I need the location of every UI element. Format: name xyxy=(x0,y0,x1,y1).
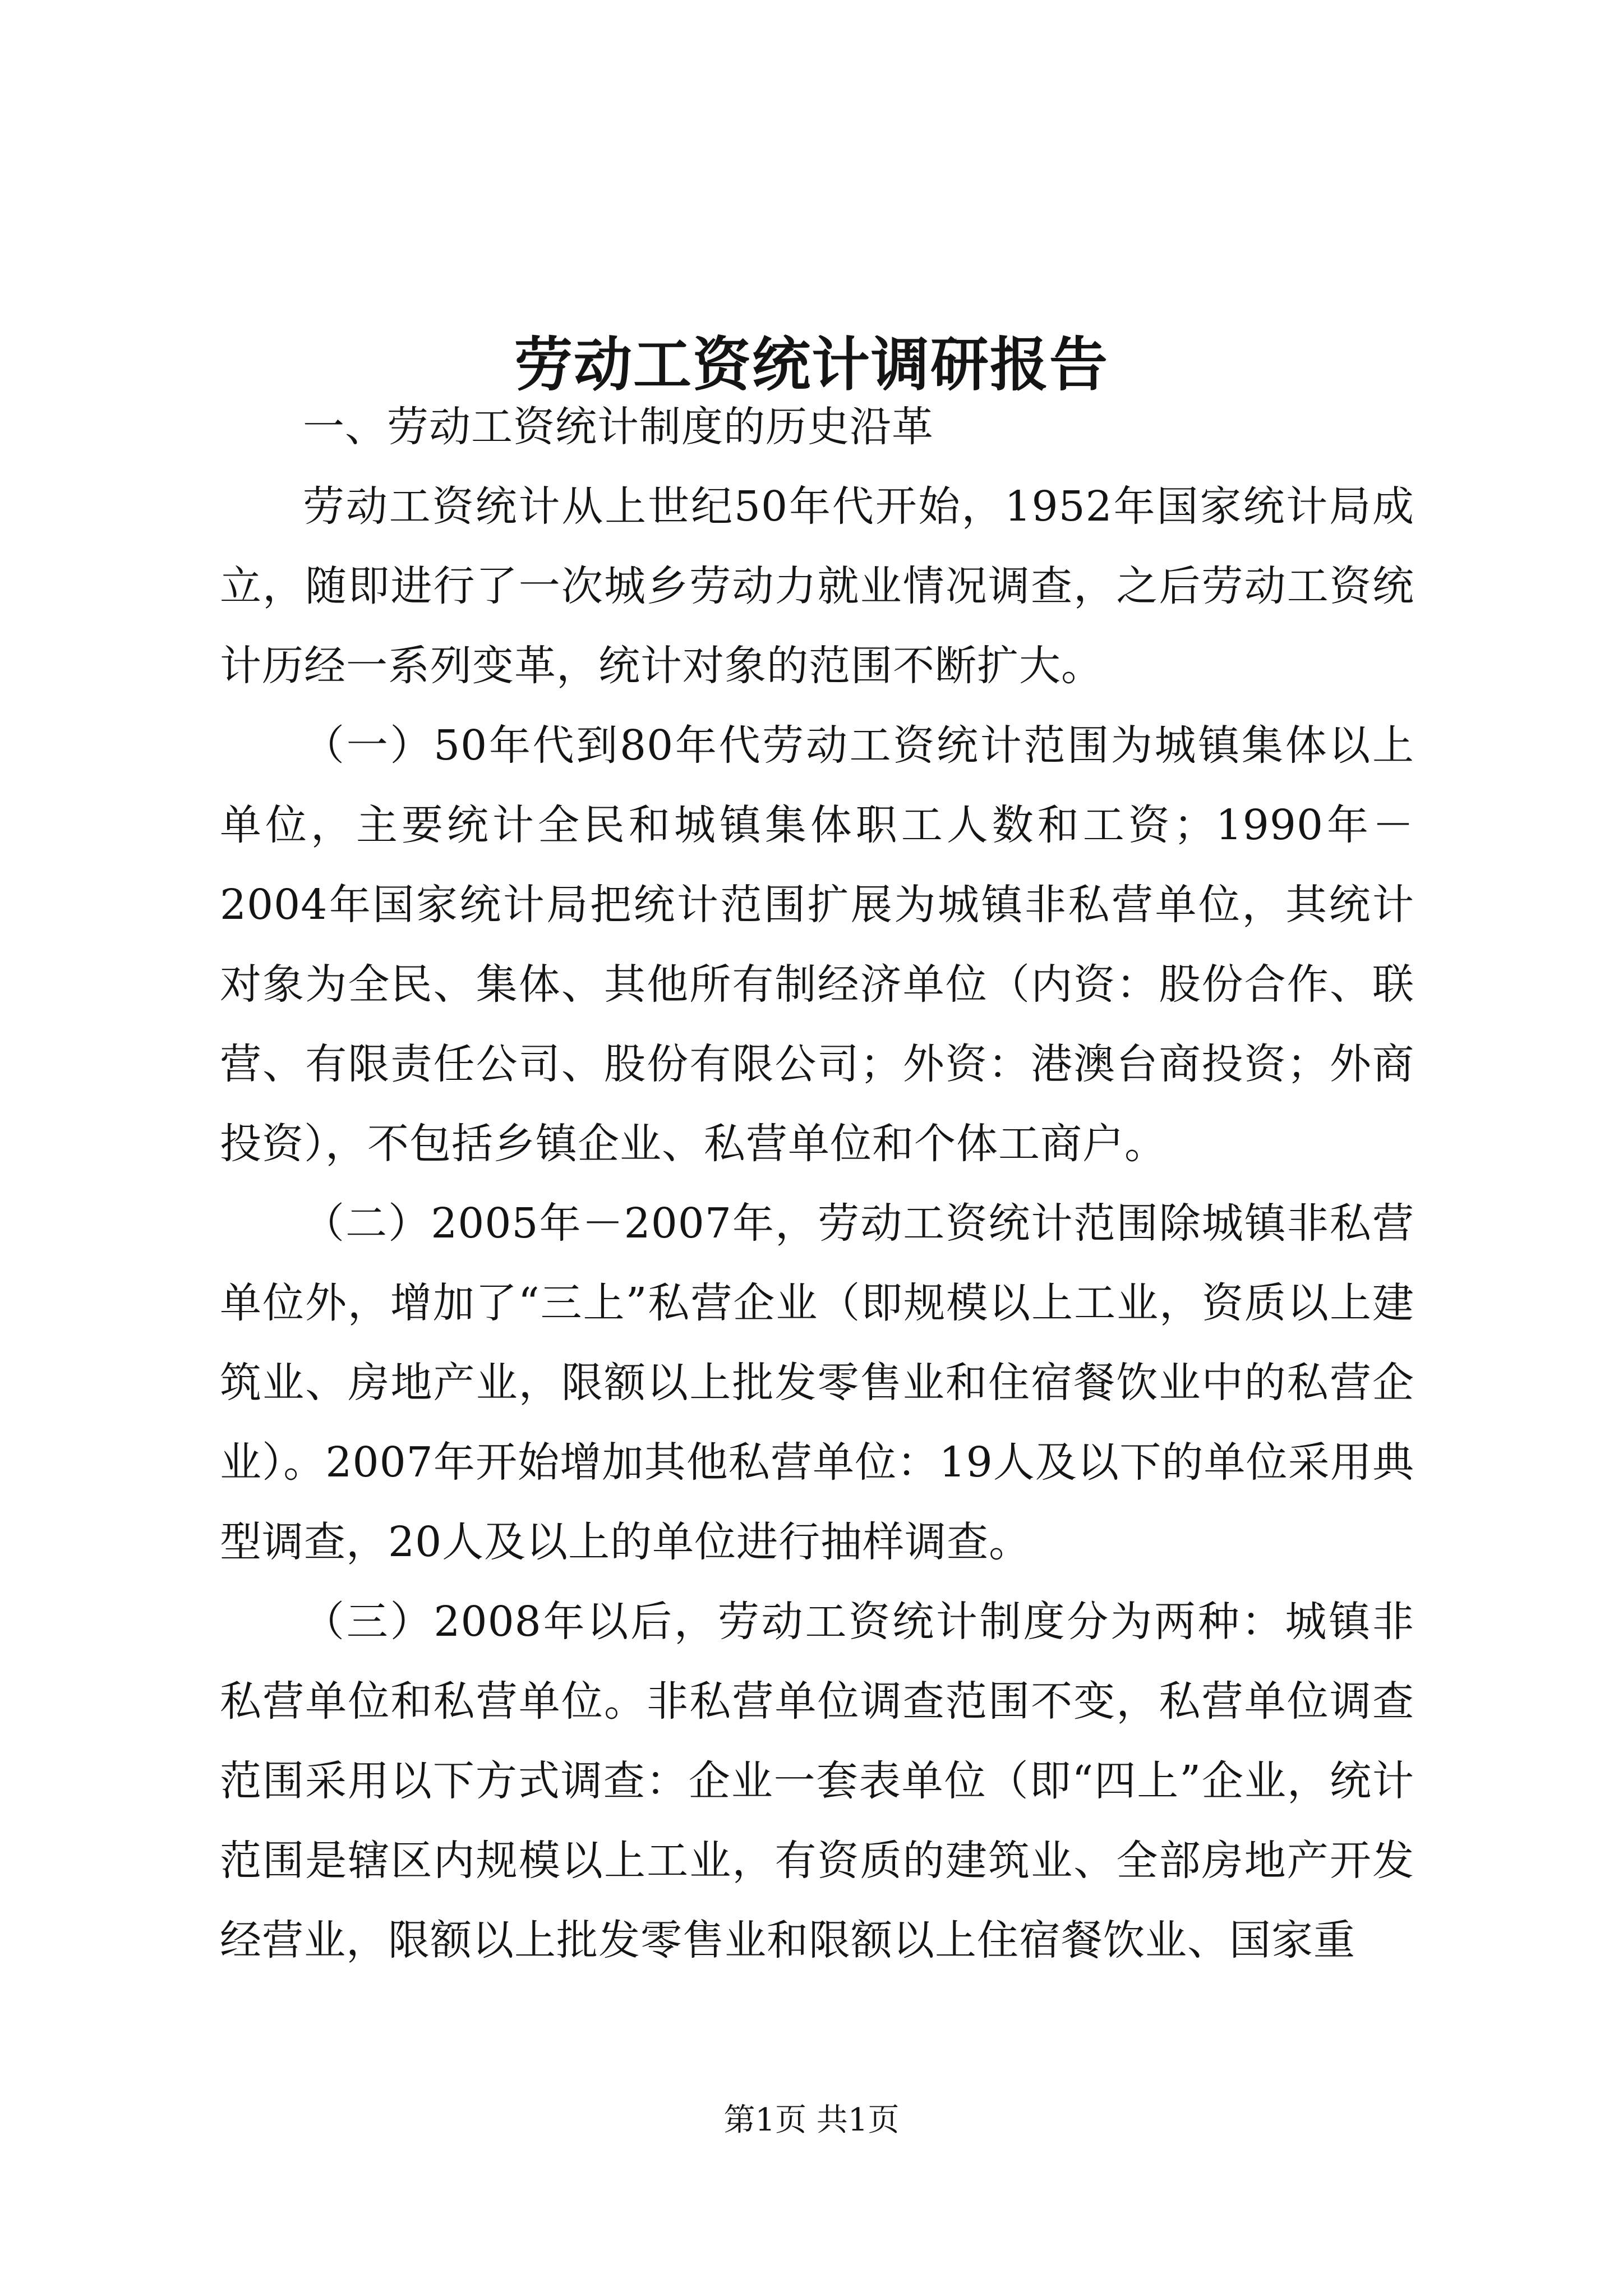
section-heading: 一、劳动工资统计制度的历史沿革 xyxy=(303,403,934,451)
document-body xyxy=(220,387,1414,1980)
paragraph-item-1: （一）50年代到80年代劳动工资统计范围为城镇集体以上单位，主要统计全民和城镇集体职工人数和工资；1990年－2004年国家统计局把统计范围扩展为城镇非私营单位，其统计对象为全民、集体、其他所有制经济单位（内资：股份合作、联营、有限责任公司、股份有限公司；外资：港澳台商投资；外商投资），不包括乡镇企业、私营单位和个体工商户。 xyxy=(220,721,1414,1168)
paragraph-intro: 劳动工资统计从上世纪50年代开始，1952年国家统计局成立，随即进行了一次城乡劳动力就业情况调查，之后劳动工资统计历经一系列变革，统计对象的范围不断扩大。 xyxy=(220,482,1414,690)
page-footer: 第1页 共1页 xyxy=(723,2102,900,2138)
document-title: 劳动工资统计调研报告 xyxy=(514,329,1109,399)
paragraph-item-2: （二）2005年－2007年，劳动工资统计范围除城镇非私营单位外，增加了“三上”私营企业（即规模以上工业，资质以上建筑业、房地产业，限额以上批发零售业和住宿餐饮业中的私营企业）。2007年开始增加其他私营单位：19人及以下的单位采用典型调查，20人及以上的单位进行抽样调查。 xyxy=(220,1199,1414,1566)
paragraph-item-3: （三）2008年以后，劳动工资统计制度分为两种：城镇非私营单位和私营单位。非私营单位调查范围不变，私营单位调查范围采用以下方式调查：企业一套表单位（即“四上”企业，统计范围是辖区内规模以上工业，有资质的建筑业、全部房地产开发经营业，限额以上批发零售业和限额以上住宿餐饮业、国家重 xyxy=(220,1598,1414,1964)
